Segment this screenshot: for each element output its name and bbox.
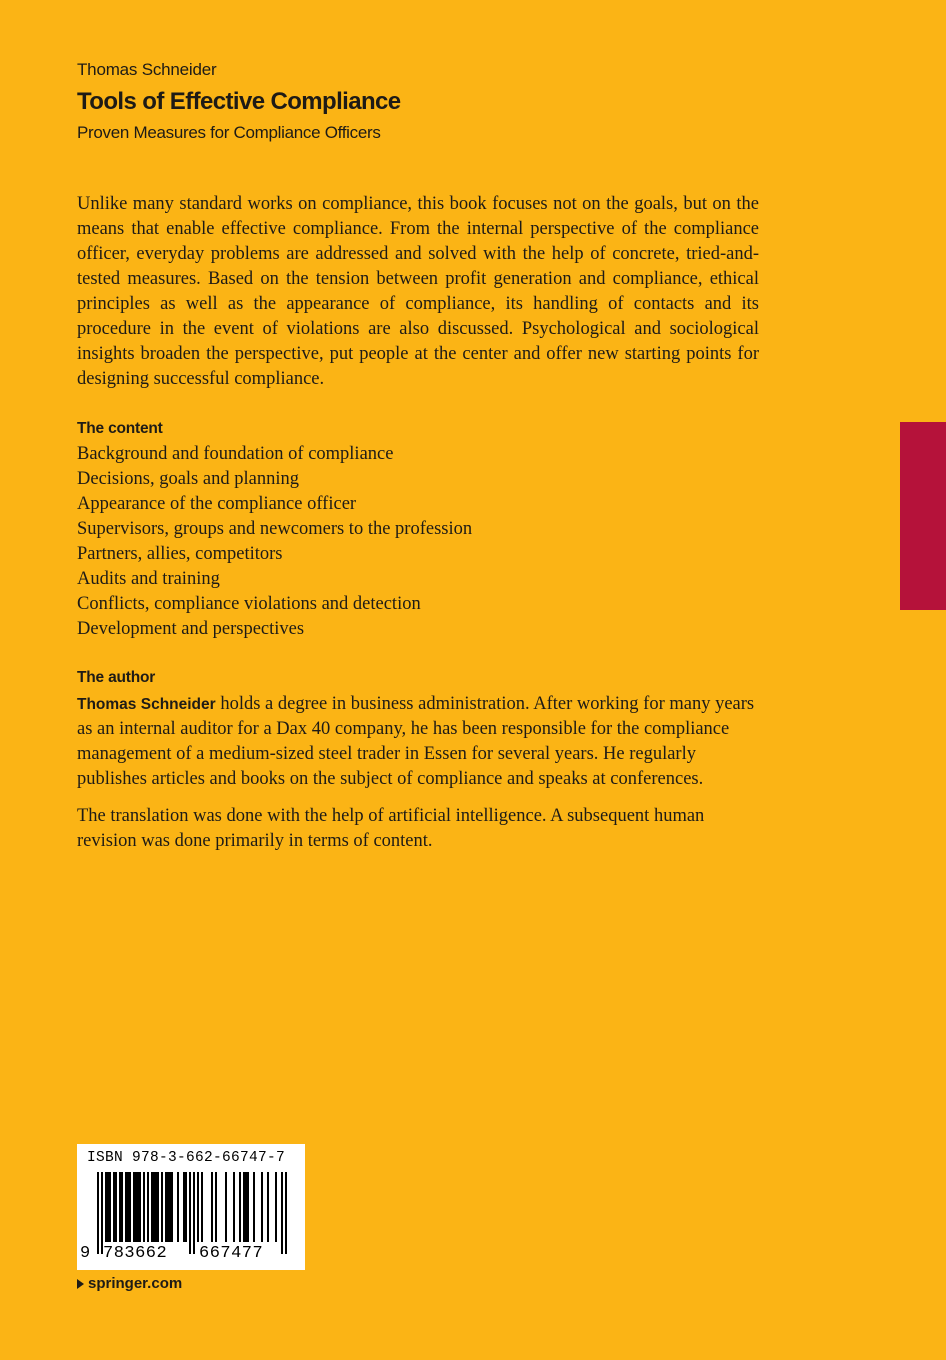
triangle-right-icon [77,1279,84,1289]
book-subtitle: Proven Measures for Compliance Officers [77,123,381,142]
content-item: Appearance of the compliance officer [77,494,357,514]
publisher-url: springer.com [88,1275,183,1292]
barcode-bar [171,1172,173,1242]
barcode-bar [151,1172,153,1242]
side-color-tab [900,422,946,610]
content-item: Conflicts, compliance violations and detection [77,594,421,614]
content-item: Supervisors, groups and newcomers to the profession [77,519,473,539]
barcode-bar [285,1172,287,1254]
content-item: Decisions, goals and planning [77,469,299,489]
blurb-paragraph: Unlike many standard works on compliance, this book focuses not on the goals, but on the means that enable effective compliance. From the internal perspective of the compliance officer, everyday problems are addressed and solved with the help of concrete, tried-and-tested measures. Based on the tension between profit generation and compliance, ethical principles as well as the appearance of compliance, its handling of contacts and its procedure in the event of violations are also discussed. Psychological and sociological insights broaden the perspective, put people at the center and offer new starting points for designing successful compliance. [77,194,759,389]
barcode-bar [161,1172,163,1242]
content-heading: The content [77,420,163,437]
barcode-bar [153,1172,155,1242]
barcode-bar [167,1172,169,1242]
content-item: Audits and training [77,569,220,589]
author-bio-text: holds a degree in business administration. After working for many years as an internal auditor for a Dax 40 company, he has been responsible for the compliance management of a medium-sized steel trader in Essen for several years. He regularly publishes articles and books on the subject of compliance and speaks at conferences. [77,694,755,789]
barcode-bar [121,1172,123,1242]
isbn-barcode [77,1144,305,1270]
barcode-bar [233,1172,235,1242]
barcode-bar [143,1172,145,1242]
barcode-bar [139,1172,141,1242]
barcode-bar [275,1172,277,1242]
isbn-label: ISBN 978-3-662-66747-7 [87,1150,286,1166]
barcode-bar [147,1172,149,1242]
barcode-bar [115,1172,117,1242]
author-bio-name: Thomas Schneider [77,696,216,713]
barcode-bar [185,1172,187,1242]
barcode-bar [193,1172,195,1254]
barcode-bar [97,1172,99,1254]
barcode-bar [177,1172,179,1242]
barcode-bar [137,1172,139,1242]
barcode-bar [215,1172,217,1242]
author-heading: The author [77,669,156,686]
barcode-bar [261,1172,263,1242]
barcode-bar [169,1172,171,1242]
barcode-bar [201,1172,203,1242]
barcode-bar [107,1172,109,1242]
author-bio [77,692,759,792]
barcode-bar [253,1172,255,1242]
barcode-bar [101,1172,103,1254]
content-item: Background and foundation of compliance [77,444,394,464]
barcode-bar [189,1172,191,1254]
barcode-bar [165,1172,167,1242]
barcode-digits-group1: 783662 [103,1244,168,1263]
barcode-bar [125,1172,127,1242]
barcode-bar [211,1172,213,1242]
barcode-digit-first: 9 [80,1244,91,1263]
content-list [77,442,472,642]
barcode-bar [113,1172,115,1242]
barcode-bar [127,1172,129,1242]
barcode-bar [119,1172,121,1242]
barcode-bar [225,1172,227,1242]
barcode-bar [109,1172,111,1242]
publisher-link[interactable] [77,1275,182,1292]
translation-note: The translation was done with the help of artificial intelligence. A subsequent human revision was done primarily in terms of content. [77,806,705,851]
barcode-bar [105,1172,107,1242]
barcode-bar [267,1172,269,1242]
barcode-bar [183,1172,185,1242]
barcode-bar [129,1172,131,1242]
barcode-bar [239,1172,241,1242]
content-item: Development and perspectives [77,619,305,639]
barcode-bar [245,1172,247,1242]
barcode-bar [133,1172,135,1242]
barcode-bar [281,1172,283,1254]
content-item: Partners, allies, competitors [77,544,283,564]
cover-author: Thomas Schneider [77,60,217,79]
barcode-bar [135,1172,137,1242]
barcode-bar [243,1172,245,1242]
book-title: Tools of Effective Compliance [77,88,401,115]
barcode-bar [155,1172,157,1242]
barcode-digits-group2: 667477 [199,1244,264,1263]
barcode-bar [197,1172,199,1242]
barcode-bar [247,1172,249,1242]
barcode-bar [157,1172,159,1242]
